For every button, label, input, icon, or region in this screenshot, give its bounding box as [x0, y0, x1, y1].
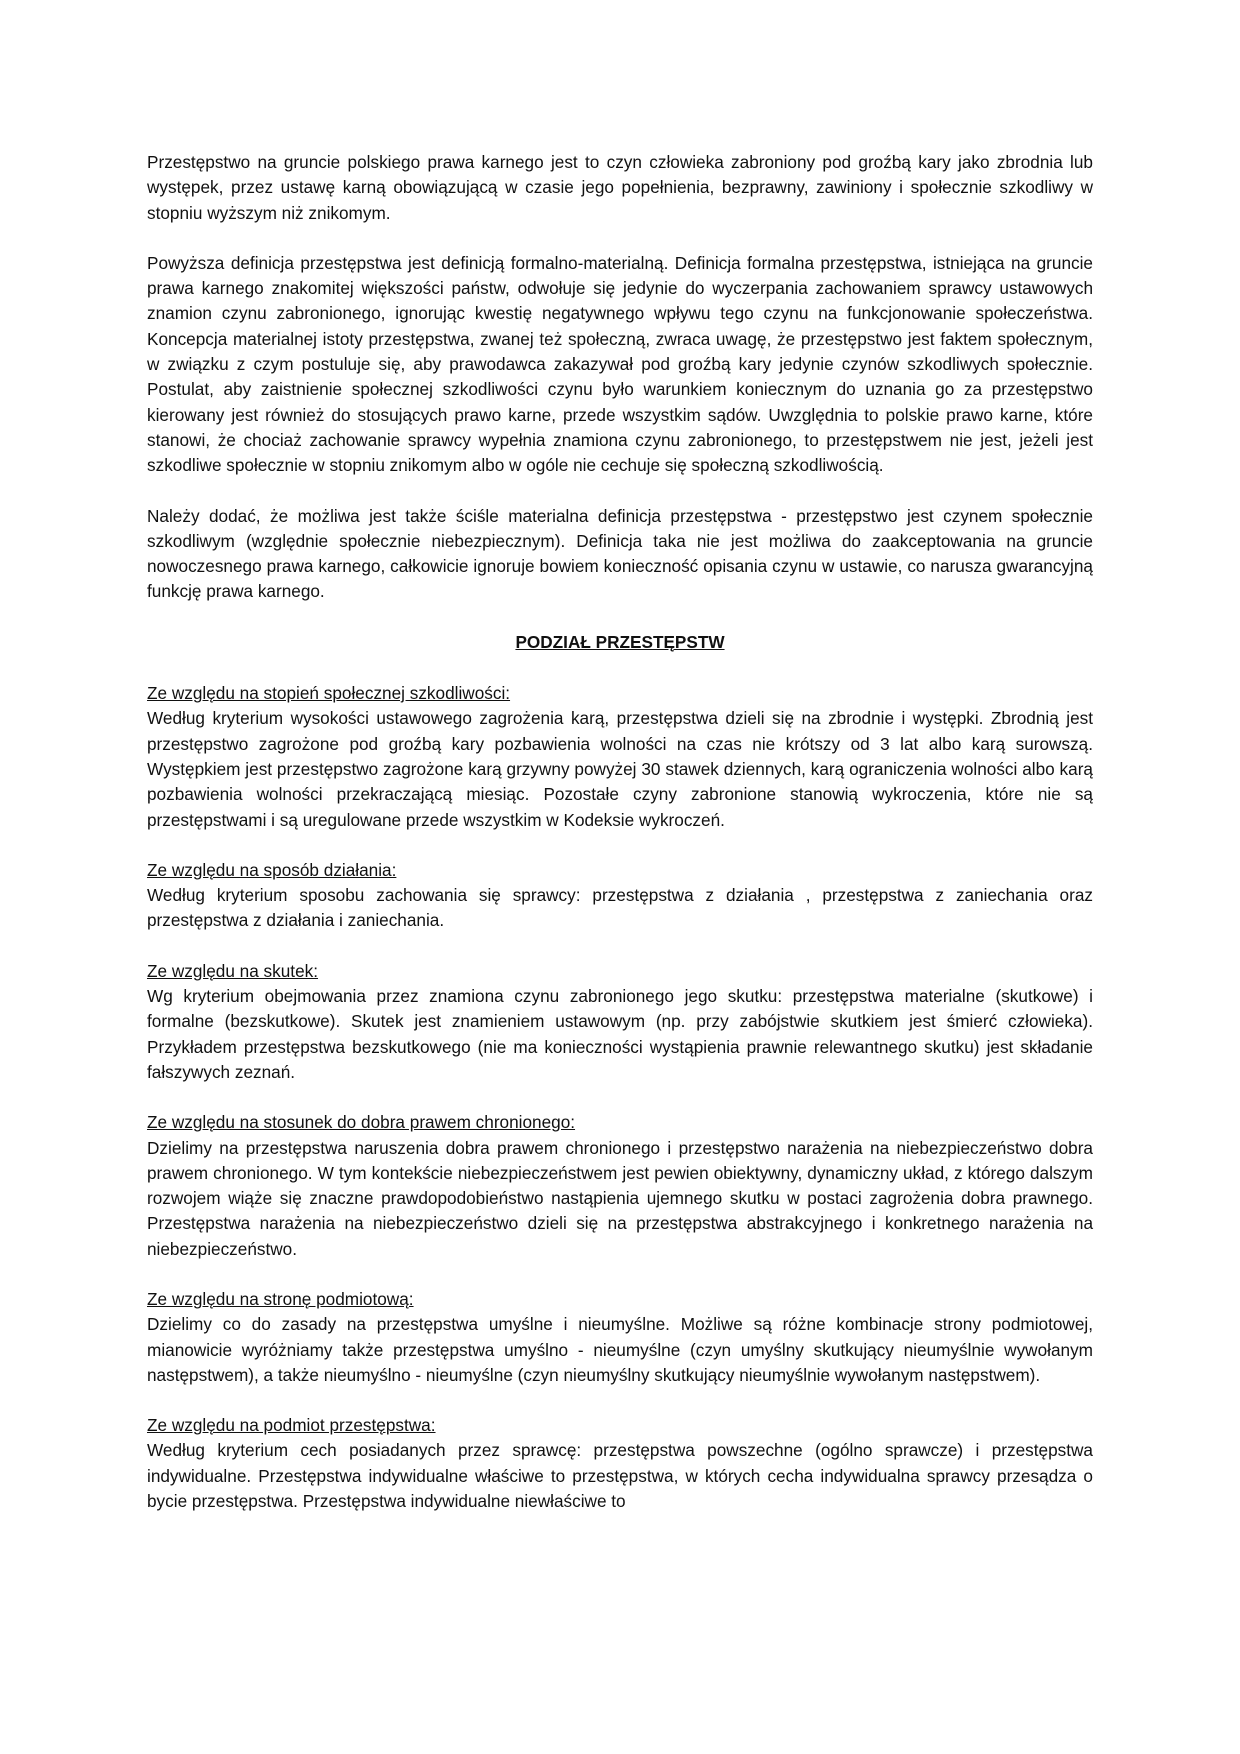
section-body: Według kryterium sposobu zachowania się sprawcy: przestępstwa z działania , przestępstwa z zaniechania oraz przestępstwa z działania i zaniechania.	[147, 885, 1093, 931]
section-body: Według kryterium wysokości ustawowego zagrożenia karą, przestępstwa dzieli się na zbrodnie i występki. Zbrodnią jest przestępstwo zagrożone pod groźbą kary pozbawienia wolności na czas nie krótszy od 3 lat albo karą surowszą. Występkiem jest przestępstwo zagrożone karą grzywny powyżej 30 stawek dziennych, karą ograniczenia wolności albo karą pozbawienia wolności przekraczającą miesiąc. Pozostałe czyny zabronione stanowią wykroczenia, które nie są przestępstwami i są uregulowane przede wszystkim w Kodeksie wykroczeń.	[147, 708, 1093, 830]
section-protected-good	[147, 1110, 1093, 1262]
main-heading: PODZIAŁ PRZESTĘPSTW	[515, 631, 725, 652]
paragraph-definition: Przestępstwo na gruncie polskiego prawa karnego jest to czyn człowieka zabroniony pod groźbą kary jako zbrodnia lub występek, przez ustawę karną obowiązującą w czasie jego popełnienia, bezprawny, zawiniony i społecznie szkodliwy w stopniu wyższym niż znikomym.	[147, 152, 1093, 223]
section-subject-of-crime	[147, 1413, 1093, 1514]
paragraph-material-definition: Należy dodać, że możliwa jest także ściśle materialna definicja przestępstwa - przestępstwo jest czynem społecznie szkodliwym (względnie społecznie niebezpiecznym). Definicja taka nie jest możliwa do zaakceptowania na gruncie nowoczesnego prawa karnego, całkowicie ignoruje bowiem konieczność opisania czynu w ustawie, co narusza gwarancyjną funkcję prawa karnego.	[147, 505, 1093, 602]
section-title: Ze względu na podmiot przestępstwa:	[147, 1415, 436, 1436]
section-title: Ze względu na stronę podmiotową:	[147, 1288, 414, 1309]
section-title: Ze względu na stopień społecznej szkodliwości:	[147, 683, 511, 704]
section-title: Ze względu na sposób działania:	[147, 859, 397, 880]
section-body: Według kryterium cech posiadanych przez sprawcę: przestępstwa powszechne (ogólno sprawcze) i przestępstwa indywidualne. Przestępstwa indywidualne właściwe to przestępstwa, w których cecha indywidualna sprawcy przesądza o bycie przestępstwa. Przestępstwa indywidualne niewłaściwe to	[147, 1440, 1093, 1512]
section-social-harm	[147, 681, 1093, 833]
section-title: Ze względu na skutek:	[147, 960, 319, 981]
section-mode-of-action	[147, 858, 1093, 934]
paragraph-formal-material: Powyższa definicja przestępstwa jest definicją formalno-materialną. Definicja formalna przestępstwa, istniejąca na gruncie prawa karnego znakomitej większości państw, odwołuje się jedynie do wyczerpania zachowaniem sprawcy ustawowych znamion czynu zabronionego, ignorując kwestię negatywnego wpływu tego czynu na funkcjonowanie społeczeństwa. Koncepcja materialnej istoty przestępstwa, zwanej też społeczną, zwraca uwagę, że przestępstwo jest faktem społecznym, w związku z czym postuluje się, aby prawodawca zakazywał pod groźbą kary jedynie czynów szkodliwych społecznie. Postulat, aby zaistnienie społecznej szkodliwości czynu było warunkiem koniecznym do uznania go za przestępstwo kierowany jest również do stosujących prawo karne, przede wszystkim sądów. Uwzględnia to polskie prawo karne, które stanowi, że chociaż zachowanie sprawcy wypełnia znamiona czynu zabronionego, to przestępstwem nie jest, jeżeli jest szkodliwe społecznie w stopniu znikomym albo w ogóle nie cechuje się społeczną szkodliwością.	[147, 252, 1093, 476]
section-body: Wg kryterium obejmowania przez znamiona czynu zabronionego jego skutku: przestępstwa materialne (skutkowe) i formalne (bezskutkowe). Skutek jest znamieniem ustawowym (np. przy zabójstwie skutkiem jest śmierć człowieka). Przykładem przestępstwa bezskutkowego (nie ma konieczności wystąpienia prawnie relewantnego skutku) jest składanie fałszywych zeznań.	[147, 986, 1093, 1082]
section-body: Dzielimy na przestępstwa naruszenia dobra prawem chronionego i przestępstwo narażenia na niebezpieczeństwo dobra prawem chronionego. W tym kontekście niebezpieczeństwem jest pewien obiektywny, dynamiczny układ, z którego dalszym rozwojem wiąże się znaczne prawdopodobieństwo nastąpienia ujemnego skutku w postaci zagrożenia dobra prawnego. Przestępstwa narażenia na niebezpieczeństwo dzieli się na przestępstwa abstrakcyjnego i konkretnego narażenia na niebezpieczeństwo.	[147, 1137, 1093, 1259]
section-subjective-side	[147, 1287, 1093, 1388]
section-effect	[147, 959, 1093, 1085]
document-page	[147, 150, 1093, 1539]
section-body: Dzielimy co do zasady na przestępstwa umyślne i nieumyślne. Możliwe są różne kombinacje strony podmiotowej, mianowicie wyróżniamy także przestępstwa umyślno - nieumyślne (czyn umyślny skutkujący nieumyślnie wywołanym następstwem), a także nieumyślno - nieumyślne (czyn nieumyślny skutkujący nieumyślnie wywołanym następstwem).	[147, 1314, 1093, 1385]
section-title: Ze względu na stosunek do dobra prawem chronionego:	[147, 1112, 576, 1133]
